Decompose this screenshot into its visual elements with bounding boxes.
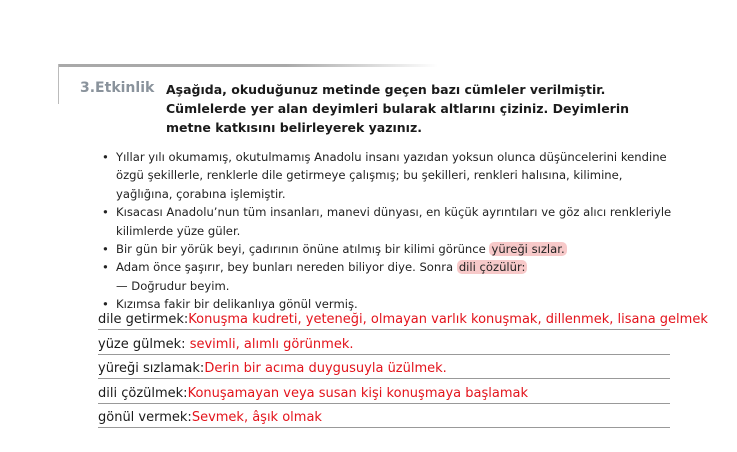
answer-line [98, 403, 670, 404]
sentence-list [102, 148, 682, 314]
idiom-meaning: Derin bir acıma duygusuyla üzülmek. [204, 361, 447, 377]
answer-line [98, 329, 670, 330]
answer-line [98, 427, 670, 428]
answer-row [98, 337, 708, 362]
left-border [58, 64, 59, 104]
dialogue-line: — Doğrudur beyim. [116, 278, 230, 293]
sentence-item [102, 258, 682, 276]
answer-row [98, 361, 708, 386]
idiom-label: yüze gülmek: [98, 336, 186, 352]
activity-instruction: Aşağıda, okuduğunuz metinde geçen bazı cümleler verilmiştir. Cümlelerde yer alan deyimleri bularak altlarını çiziniz. Deyimlerin metne katkısını belirleyerek yazınız. [166, 82, 630, 135]
highlighted-idiom: yüreği sızlar. [491, 242, 565, 257]
answer-lines [98, 312, 708, 435]
answer-row [98, 410, 708, 435]
sentence-item [102, 240, 682, 258]
sentence-text: Bir gün bir yörük beyi, çadırının önüne atılmış bir kilimi görünce [116, 242, 490, 257]
answer-row [98, 386, 708, 411]
answer-line [98, 354, 670, 355]
sentence-item: • Kısacası Anadolu’nun tüm insanları, manevi dünyası, en küçük ayrıntıları ve göz alıcı renkleriyle kilimlerde yüze güler. [102, 203, 682, 240]
sentence-item: • Kızımsa fakir bir delikanlıya gönül vermiş. [102, 295, 682, 313]
top-border [58, 64, 438, 67]
idiom-label: gönül vermek: [98, 410, 192, 426]
sentence-item: • Yıllar yılı okumamış, okutulmamış Anadolu insanı yazıdan yoksun olunca düşüncelerini kendine özgü şekillerle, renklerle dile getirmeye çalışmış; bu şekilleri, renkleri halısına, kilimine, yağlığına, çorabına işlemiştir. [102, 148, 682, 203]
idiom-meaning: Sevmek, âşık olmak [191, 410, 322, 426]
highlighted-idiom: dili çözülür: [458, 260, 526, 275]
answer-line [98, 378, 670, 379]
idiom-meaning: Konuşamayan veya susan kişi konuşmaya başlamak [187, 385, 528, 401]
idiom-label: dili çözülmek: [98, 385, 188, 401]
activity-number: 3.Etkinlik [80, 80, 155, 96]
answer-row [98, 312, 708, 337]
sentence-text: Adam önce şaşırır, bey bunları nereden biliyor diye. Sonra [116, 260, 457, 275]
idiom-label: yüreği sızlamak: [98, 361, 205, 377]
idiom-label: dile getirmek: [98, 312, 189, 327]
idiom-meaning: sevimli, alımlı görünmek. [185, 336, 354, 352]
idiom-meaning: Konuşma kudreti, yeteneği, olmayan varlık konuşmak, dillenmek, lisana gelmek [188, 312, 708, 327]
